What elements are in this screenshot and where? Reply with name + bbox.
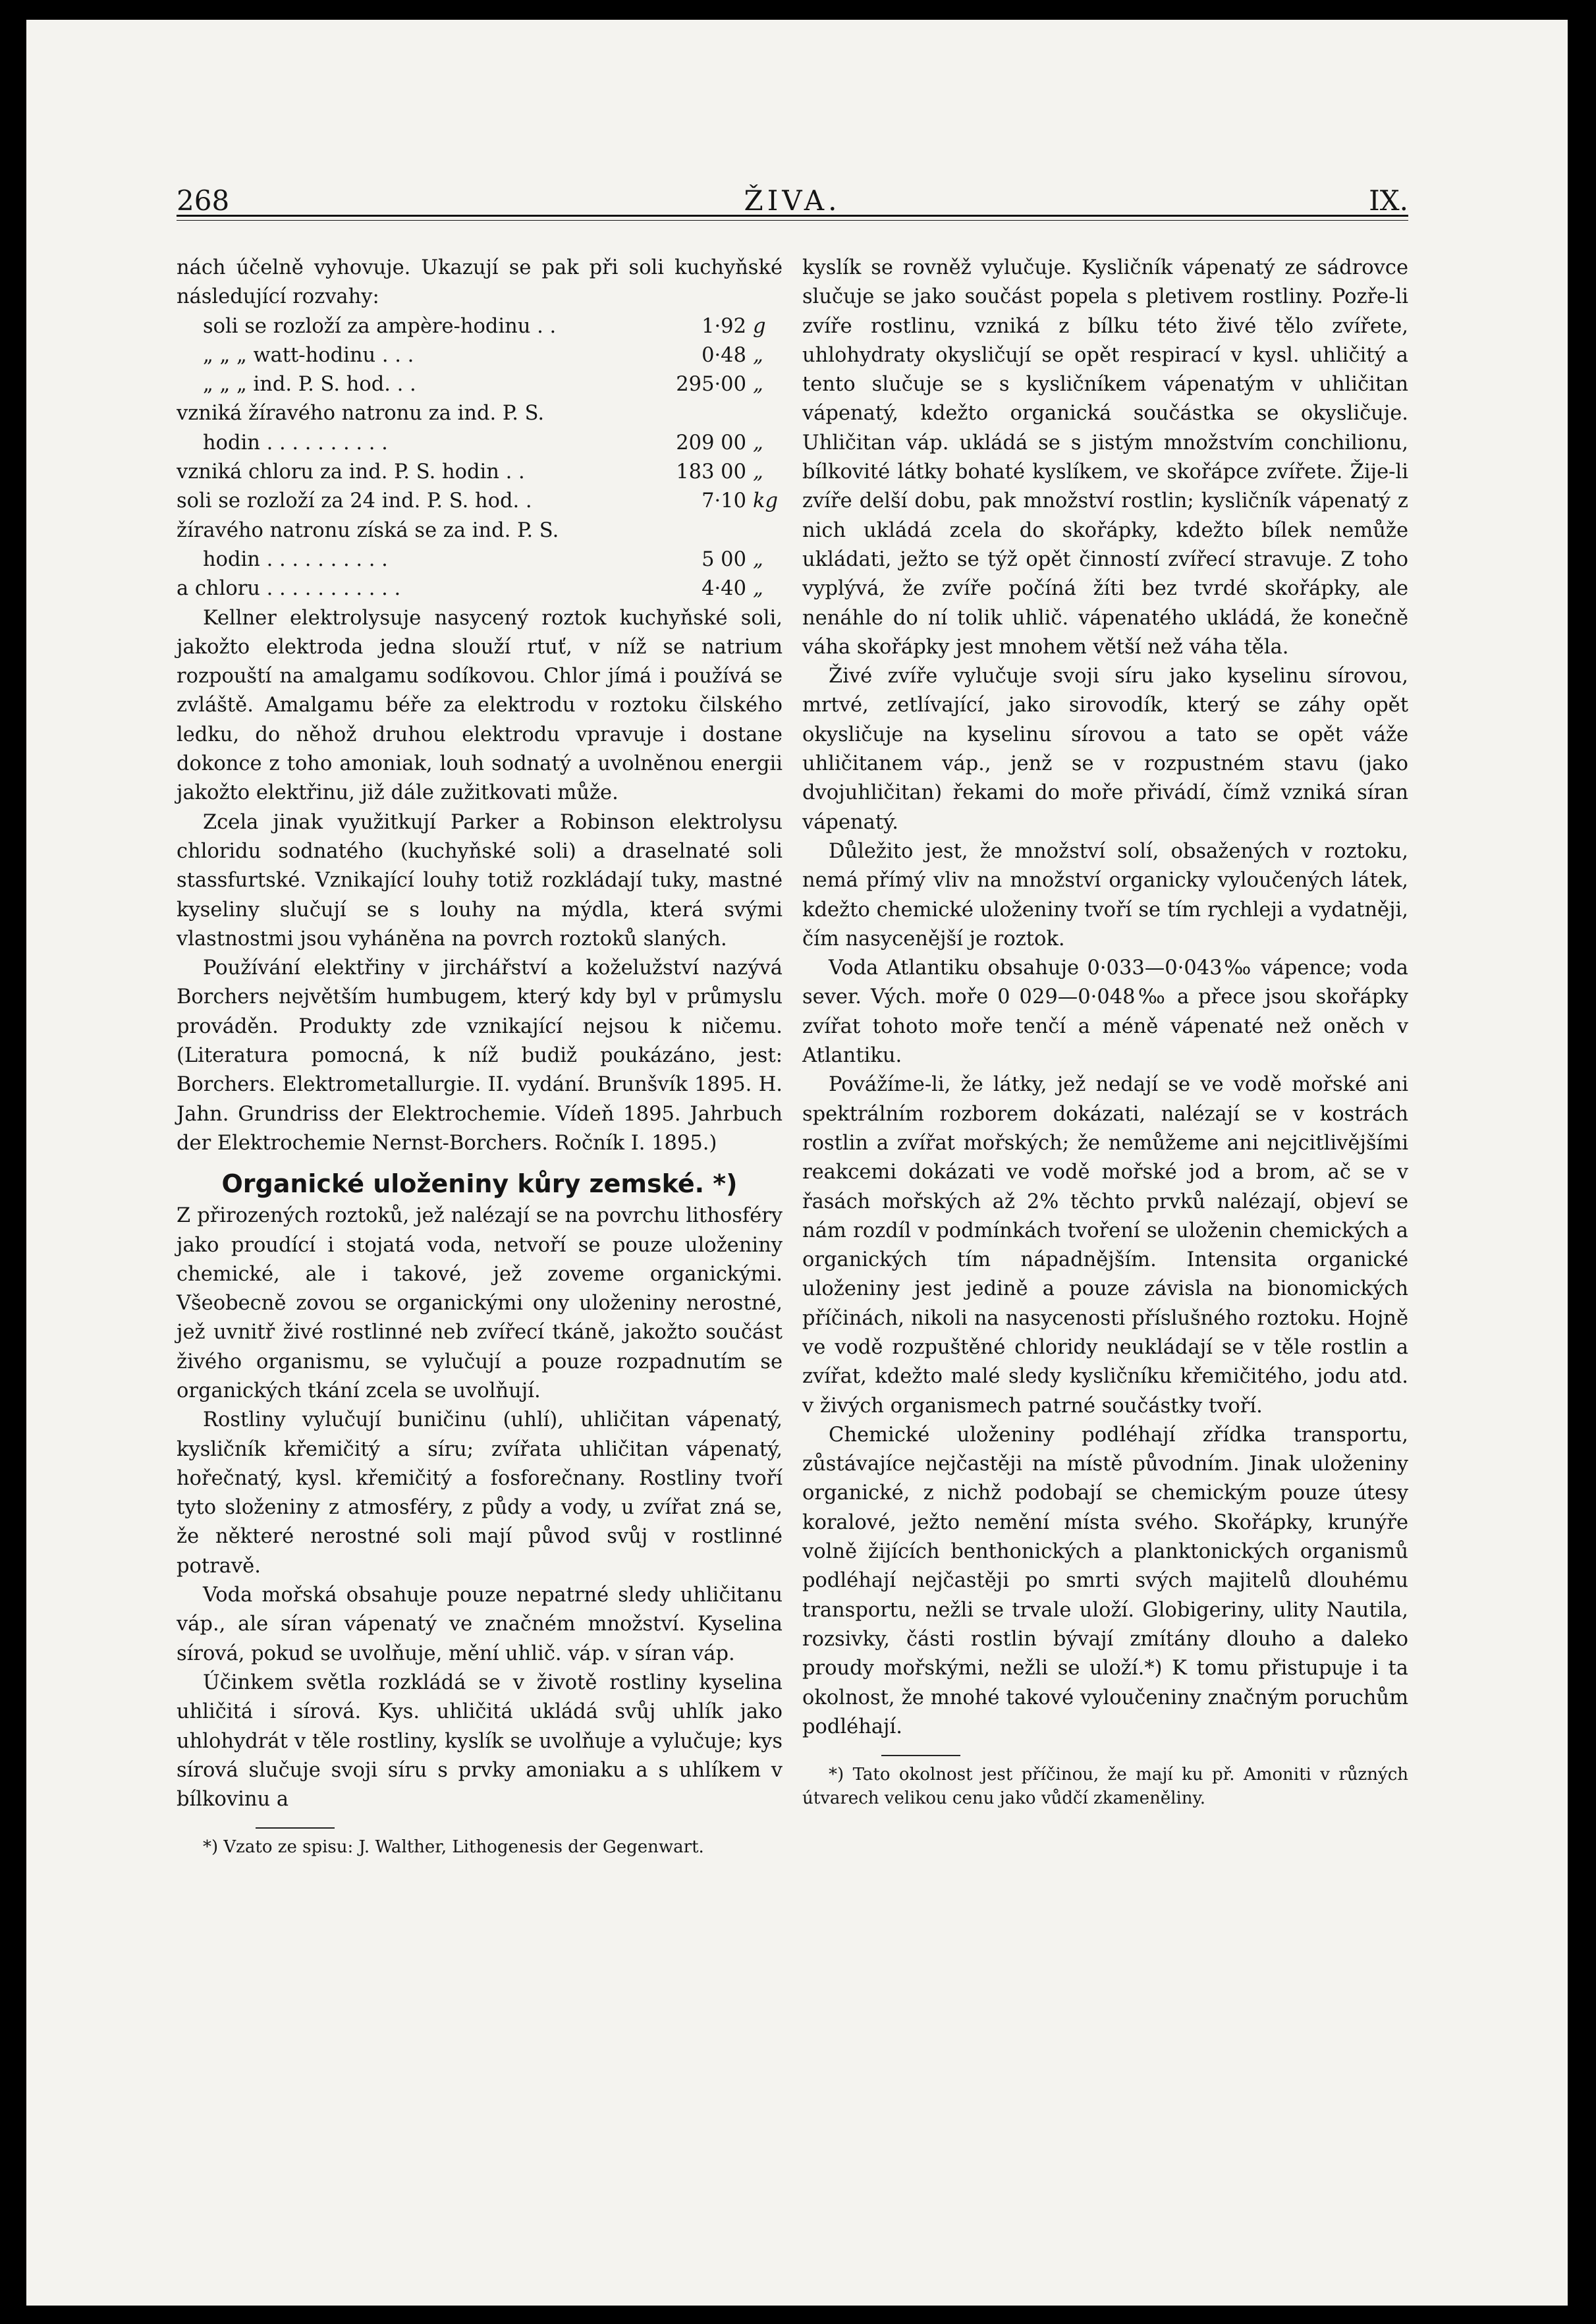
table-row: hodin . . . . . . . . . . 209 00 „	[203, 431, 763, 455]
paragraph: Voda mořská obsahuje pouze nepatrné sledy uhličitanu váp., ale síran vápenatý ve značném množství. Kyselina sírová, pokud se uvolňuje, mění uhlič. váp. v síran váp.	[177, 1584, 783, 1665]
footnote-rule	[881, 1755, 960, 1756]
yield-table	[177, 312, 783, 604]
footnote: *) Vzato ze spisu: J. Walther, Lithogenesis der Gegenwart.	[203, 1837, 704, 1858]
paragraph: Účinkem světla rozkládá se v životě rostliny kyselina uhličitá i sírová. Kys. uhličitá ukládá svůj uhlík jako uhlohydrát v těle rostliny, kyslík se uvolňuje a vylučuje; kys sírová slučuje svoji síru s prvky amoniaku a s uhlíkem v bílkovinu a	[177, 1671, 783, 1812]
scanned-page	[26, 20, 1568, 2306]
volume-number: IX.	[1369, 184, 1408, 217]
paragraph: Z přirozených roztoků, jež nalézají se na povrchu lithosféry jako proudící i stojatá voda, netvoří se pouze uloženiny chemické, ale i takové, jež zoveme organickými. Všeobecně zovou se organickými ony uloženiny nerostné, jež uvnitř živé rostlinné neb zvířecí tkáně, jakožto součást živého organismu, se vylučují a pouze rozpadnutím se organických tkání zcela se uvolňují.	[177, 1204, 783, 1402]
paragraph: Povážíme-li, že látky, jež nedají se ve vodě mořské ani spektrálním rozborem dokázati, nalézají se v kostrách rostlin a zvířat mořských; že nemůžeme ani nejcitlivějšími reakcemi dokázati ve vodě mořské jod a brom, ač se v řasách mořských až 2% těchto prvků nalézají, objeví se nám rozdíl v podmínkách tvoření se uloženin chemických a organických tím nápadnějším. Intensita organické uloženiny jest jedině a pouze závisla na bionomických příčinách, nikoli na nasycenosti příslušného roztoku. Hojně ve vodě rozpuštěné chloridy neukládají se v těle rostlin a zvířat, kdežto malé sledy kysličníku křemičitého, jodu atd. v živých organismech patrné součástky tvoří.	[802, 1073, 1408, 1418]
right-column	[802, 254, 1408, 1810]
paragraph: Důležito jest, že množství solí, obsažených v roztoku, nemá přímý vliv na množství organicky vyloučených látek, kdežto chemické uloženiny tvoří se tím rychleji a vydatněji, čím nasycenější je roztok.	[802, 839, 1408, 951]
journal-title: ŽIVA.	[744, 184, 841, 217]
header-rule-thin	[177, 220, 1408, 221]
paragraph: Chemické uloženiny podléhají zřídka transportu, zůstávajíce nejčastěji na místě původním. Jinak uloženiny organické, z nichž podobají se chemickým pouze útesy koralové, ježto nemění místa svého. Skořápky, krunýře volně žijících benthonických a planktonických organismů podléhají nejčastěji po smrti svých majitelů dlouhému transportu, nežli se trvale uloží. Globigeriny, ulity Nautila, rozsivky, části rostlin bývají zmítány dlouho a daleko proudy mořskými, nežli se uloží.*) K tomu přistupuje i ta okolnost, že mnohé takové vyloučeniny značným poruchům podléhají.	[802, 1423, 1408, 1738]
table-row: soli se rozloží za ampère-hodinu . . 1·92 g	[203, 314, 766, 338]
paragraph: Živé zvíře vylučuje svoji síru jako kyselinu sírovou, mrtvé, zetlívající, jako sirovodík, který se záhy opět okysličuje na kyselinu sírovou a tato se opět váže uhličitanem váp., jenž se v rozpustném stavu (jako dvojuhličitan) řekami do moře přivádí, čímž vzniká síran vápenatý.	[802, 665, 1408, 834]
table-row: soli se rozloží za 24 ind. P. S. hod. . 7·10 kg	[177, 489, 779, 513]
paragraph: Používání elektřiny v jirchářství a koželužství nazývá Borchers největším humbugem, který kdy byl v průmyslu prováděn. Produkty zde vznikající nejsou k ničemu. (Literatura pomocná, k níž budiž poukázáno, jest: Borchers. Elektrometallurgie. II. vydání. Brunšvík 1895. H. Jahn. Grundriss der Elektrochemie. Vídeň 1895. Jahrbuch der Elektrochemie Nernst-Borchers. Ročník I. 1895.)	[177, 956, 783, 1155]
paragraph: Rostliny vylučují buničinu (uhlí), uhličitan vápenatý, kysličník křemičitý a síru; zvířata uhličitan vápenatý, hořečnatý, kysl. křemičitý a fosforečnany. Rostliny tvoří tyto složeniny z atmosféry, z půdy a vody, u zvířat zná se, že některé nerostné soli mají původ svůj v rostlinné potravě.	[177, 1408, 783, 1578]
table-row: žíravého natronu získá se za ind. P. S.	[177, 518, 559, 542]
table-row: vzniká žíravého natronu za ind. P. S.	[177, 402, 545, 426]
table-row: vzniká chloru za ind. P. S. hodin . . 183 00 „	[177, 460, 763, 484]
footnote: *) Tato okolnost jest příčinou, že mají ku př. Amoniti v různých útvarech velikou cenu jako vůdčí zkameněliny.	[802, 1765, 1408, 1809]
table-row: hodin . . . . . . . . . . 5 00 „	[203, 547, 763, 571]
running-header	[177, 171, 1408, 231]
left-column	[177, 254, 783, 1859]
header-rule-thick	[177, 215, 1408, 217]
paragraph: kyslík se rovněž vylučuje. Kysličník vápenatý ze sádrovce slučuje se jako součást popela s pletivem rostliny. Pozře-li zvíře rostlinu, vzniká z bílku této živé tělo zvířete, uhlohydraty okysličují se opět respirací v kysl. uhličitý a tento slučuje se s kysličníkem vápenatým v uhličitan vápenatý, kdežto organická součástka se okysličuje. Uhličitan váp. ukládá se s jistým množstvím conchilionu, bílkovité látky bohaté kyslíkem, ve skořápce zvířete. Žije-li zvíře delší dobu, pak množství rostlin; kysličník vápenatý z nich ukládá zcela do skořápky, kdežto bílek nemůže ukládati, ježto se týž opět činností zvířecí stravuje. Z toho vyplývá, že zvíře počíná žíti bez tvrdé skořápky, ale nenáhle do ní tolik uhlič. vápenatého ukládá, že konečně váha skořápky jest mnohem větší než váha těla.	[802, 256, 1408, 659]
footnote-rule	[256, 1827, 335, 1829]
table-row: „ „ „ ind. P. S. hod. . . 295·00 „	[203, 373, 763, 397]
table-row: „ „ „ watt-hodinu . . . 0·48 „	[203, 343, 763, 367]
paragraph: Zcela jinak využitkují Parker a Robinson elektrolysu chloridu sodnatého (kuchyňské soli) a draselnaté soli stassfurtské. Vznikající louhy totiž rozkládají tuky, mastné kyseliny slučují se s louhy na mýdla, která svými vlastnostmi jsou vyháněna na povrch roztoků slaných.	[177, 810, 783, 951]
section-heading: Organické uloženiny kůry zemské. *)	[221, 1169, 738, 1199]
page-number: 268	[177, 184, 230, 217]
table-row: a chloru . . . . . . . . . . . 4·40 „	[177, 577, 763, 601]
paragraph: Kellner elektrolysuje nasycený roztok kuchyňské soli, jakožto elektroda jedna slouží rtuť, v níž se natrium rozpouští na amalgamu sodíkovou. Chlor jímá i používá se zvláště. Amalgamu béře za elektrodu v roztoku čilského ledku, do něhož druhou elektrodu vpravuje i dostane dokonce z toho amoniak, louh sodnatý a uvolněnou energii jakožto elektřinu, již dále zužitkovati může.	[177, 606, 783, 805]
paragraph: nách účelně vyhovuje. Ukazují se pak při soli kuchyňské následující rozvahy:	[177, 256, 783, 309]
paragraph: Voda Atlantiku obsahuje 0·033—0·043‰ vápence; voda sever. Vých. moře 0 029—0·048‰ a přece jsou skořápky zvířat tohoto moře tenčí a méně vápenaté než oněch v Atlantiku.	[802, 956, 1408, 1068]
